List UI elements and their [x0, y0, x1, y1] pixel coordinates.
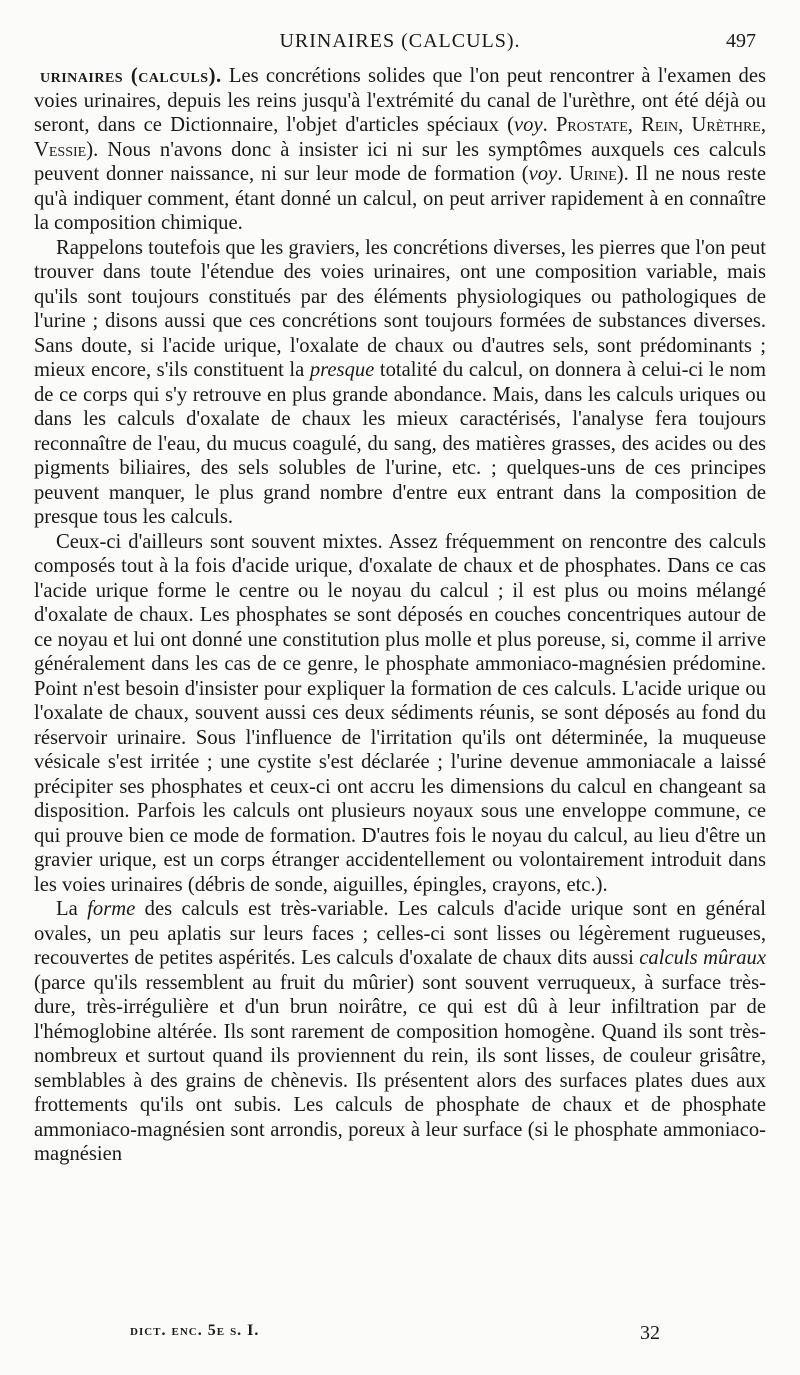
- sheet-number: 32: [640, 1322, 660, 1344]
- text-run: Les concrétions solides que l'on peut rencontrer à l'examen des voies urinaires, depuis les reins jusqu'à l'extrémité du canal de l'urèthre, ont été déjà ou seront, dans ce Dictionnaire, l'objet d'articles spéciaux (: [34, 65, 766, 136]
- paragraph-3: [34, 530, 766, 898]
- paragraph-1: [34, 64, 766, 236]
- printer-signature: dict. enc. 5e s. I.: [130, 1322, 260, 1339]
- text-run: Ceux-ci d'ailleurs sont souvent mixtes. Assez fréquemment on rencontre des calculs composés tout à la fois d'acide urique, d'oxalate de chaux et de phosphates. Dans ce cas l'acide urique forme le centre ou le noyau du calcul ; il est plus ou moins mélangé d'oxalate de chaux. Les phosphates se sont déposés en couches concentriques autour de ce noyau et lui ont donné une constitution plus molle et plus poreuse, si, comme il arrive généralement dans les cas de ce genre, le phosphate ammoniaco-magnésien prédomine. Point n'est besoin d'insister pour expliquer la formation de ces calculs. L'acide urique ou l'oxalate de chaux, souvent aussi ces deux sédiments réunis, se sont déposés au fond du réservoir urinaire. Sous l'influence de l'irritation qu'ils ont déterminée, la muqueuse vésicale s'est irritée ; une cystite s'est déclarée ; l'urine devenue ammoniacale a laissé précipiter ses phosphates et ceux-ci ont accru les dimensions du calcul en changeant sa disposition. Parfois les calculs ont plusieurs noyaux sous une enveloppe commune, ce qui prouve bien ce mode de formation. D'autres fois le noyau du calcul, au lieu d'être un gravier urique, est un corps étranger accidentellement ou volontairement introduit dans les voies urinaires (débris de sonde, aiguilles, épingles, crayons, etc.).: [34, 530, 766, 896]
- cross-references: Prostate, Rein, Urèthre, Vessie: [34, 114, 766, 161]
- text-run: ). Il ne nous reste qu'à indiquer comment, étant donné un calcul, on peut arriver rapidement à en connaître la composition chimique.: [34, 163, 767, 234]
- emphasis: calculs mûraux: [639, 947, 766, 969]
- text-run: La: [56, 898, 88, 920]
- article-body: [34, 64, 766, 1167]
- text-run: totalité du calcul, on donnera à celui-ci le nom de ce corps qui s'y retrouve en plus grande abondance. Mais, dans les calculs uriques ou dans les calculs d'oxalate de chaux les mieux caractérisés, l'analyse fera toujours reconnaître de l'eau, du mucus coagulé, du sang, des matières grasses, des acides ou des pigments biliaires, des sels solubles de l'urine, etc. ; quelques-uns de ces principes peuvent manquer, le plus grand nombre d'entre eux entrant dans la composition de presque tous les calculs.: [34, 359, 767, 528]
- text-run: des calculs est très-variable. Les calculs d'acide urique sont en général ovales, un peu aplatis sur leurs faces ; celles-ci sont lisses ou légèrement rugueuses, recouvertes de petites aspérités. Les calculs d'oxalate de chaux dits aussi: [34, 898, 766, 969]
- paragraph-4: [34, 897, 766, 1167]
- text-run: .: [542, 114, 556, 136]
- text-run: ). Nous n'avons donc à insister ici ni sur les symptômes auxquels ces calculs peuvent donner naissance, ni sur leur mode de formation (: [34, 138, 766, 185]
- text-run: (parce qu'ils ressemblent au fruit du mûrier) sont souvent verruqueux, à surface très-dure, très-irrégulière et d'un brun noirâtre, ce qui est dû à leur infiltration par de l'hémoglobine altérée. Ils sont rarement de composition homogène. Quand ils sont très-nombreux et surtout quand ils proviennent du rein, ils sont lisses, de couleur grisâtre, semblables à des grains de chènevis. Ils présentent alors des surfaces plates dues aux frottements qu'ils ont subis. Les calculs de phosphate de chaux et de phosphate ammoniaco-magnésien sont arrondis, poreux à leur surface (si le phosphate ammoniaco-magnésien: [34, 971, 766, 1165]
- running-head: [0, 30, 800, 58]
- emphasis: presque: [309, 359, 375, 381]
- article-headword: urinaires (calculs).: [40, 65, 222, 87]
- voy-ref: voy: [514, 114, 543, 136]
- cross-reference: Urine: [569, 163, 617, 185]
- text-run: .: [557, 163, 570, 185]
- running-title: URINAIRES (CALCULS).: [279, 30, 521, 52]
- emphasis: forme: [87, 898, 136, 920]
- page-number: 497: [726, 30, 756, 52]
- paragraph-2: [34, 236, 766, 530]
- page-footer: [0, 1322, 800, 1348]
- voy-ref: voy: [528, 163, 558, 185]
- text-run: Rappelons toutefois que les graviers, les concrétions diverses, les pierres que l'on peut trouver dans toute l'étendue des voies urinaires, ont une composition variable, mais qu'ils sont toujours constitués par des éléments physiologiques ou pathologiques de l'urine ; disons aussi que ces concrétions sont toujours formées de substances diverses. Sans doute, si l'acide urique, l'oxalate de chaux ou d'autres sels, sont prédominants ; mieux encore, s'ils constituent la: [34, 236, 766, 381]
